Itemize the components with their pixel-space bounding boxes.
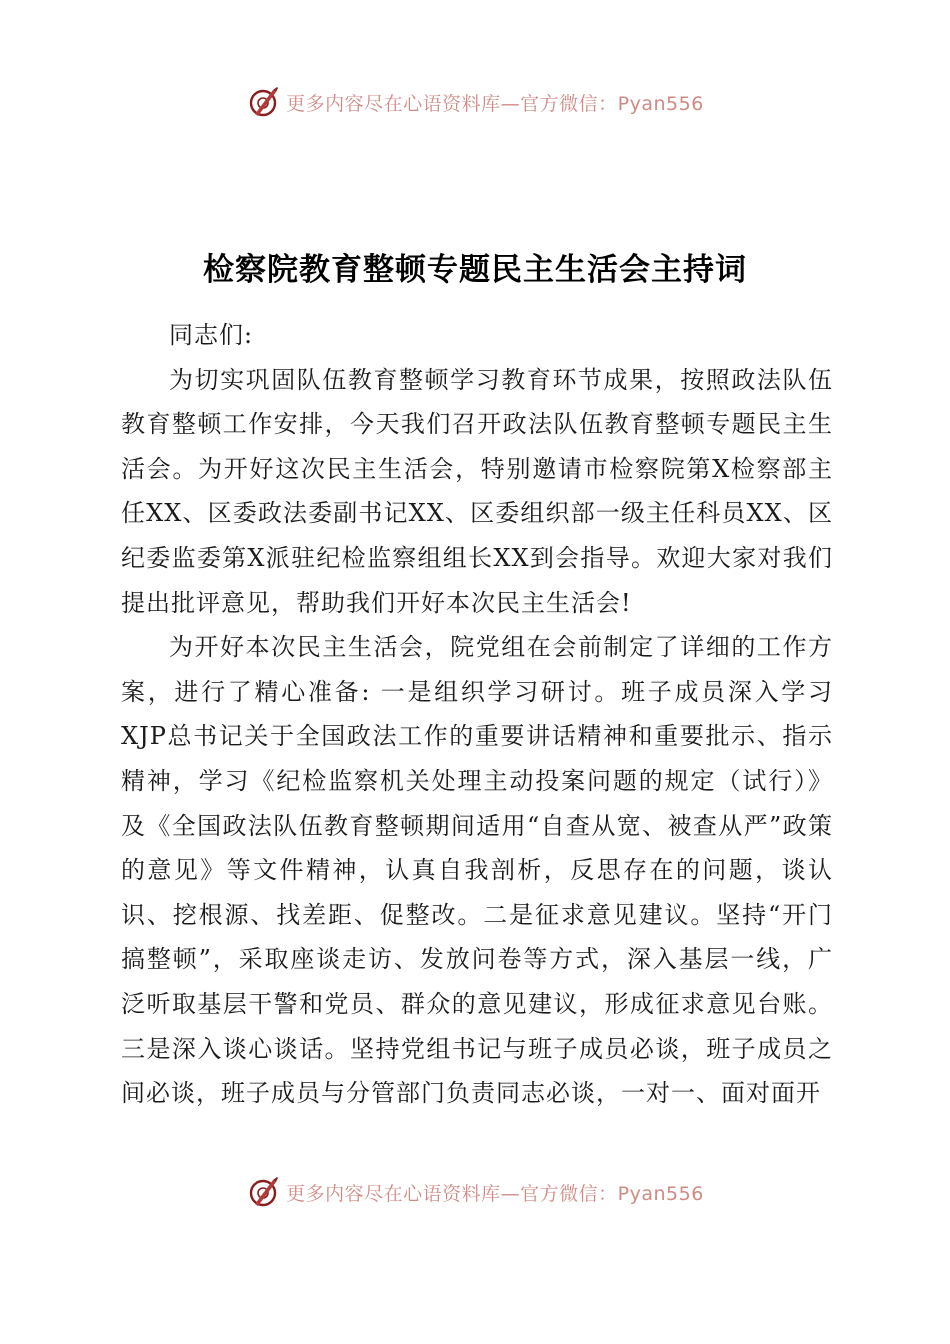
footer-banner xyxy=(0,1170,950,1214)
paragraph-1: 为切实巩固队伍教育整顿学习教育环节成果，按照政法队伍教育整顿工作安排，今天我们召开政法队伍教育整顿专题民主生活会。为开好这次民主生活会，特别邀请市检察院第X检察部主任XX、区委政法委副书记XX、区委组织部一级主任科员XX、区纪委监委第X派驻纪检监察组组长XX到会指导。欢迎大家对我们提出批评意见，帮助我们开好本次民主生活会! xyxy=(121,365,833,617)
document-body xyxy=(121,313,833,1116)
pen-circle-logo-icon xyxy=(246,1174,282,1210)
document-title: 检察院教育整顿专题民主生活会主持词 xyxy=(203,252,747,288)
footer-banner-text: 更多内容尽在心语资料库—官方微信：Pyan556 xyxy=(286,1182,704,1205)
salutation: 同志们: xyxy=(169,321,254,349)
pen-circle-logo-icon xyxy=(246,84,282,120)
paragraph-2: 为开好本次民主生活会，院党组在会前制定了详细的工作方案，进行了精心准备: 一是组织学习研讨。班子成员深入学习XJP总书记关于全国政法工作的重要讲话精神和重要批示、指示精神，学习《纪检监察机关处理主动投案问题的规定（试行）》及《全国政法队伍教育整顿期间适用“自查从宽、被查从严”政策的意见》等文件精神，认真自我剖析，反思存在的问题，谈认识、挖根源、找差距、促整改。二是征求意见建议。坚持“开门搞整顿”，采取座谈走访、发放问卷等方式，深入基层一线，广泛听取基层干警和党员、群众的意见建议，形成征求意见台账。三是深入谈心谈话。坚持党组书记与班子成员必谈，班子成员之间必谈，班子成员与分管部门负责同志必谈，一对一、面对面开 xyxy=(121,633,833,1108)
header-banner-text: 更多内容尽在心语资料库—官方微信：Pyan556 xyxy=(286,92,704,115)
header-banner xyxy=(0,80,950,124)
